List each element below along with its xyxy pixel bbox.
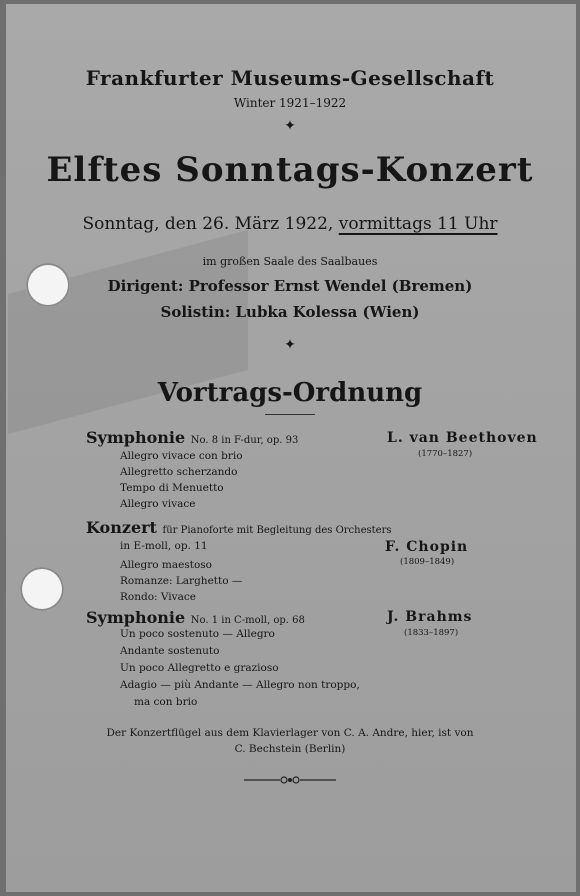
work-2-title — [86, 518, 392, 537]
work-3-composer: J. Brahms — [387, 609, 473, 625]
society-name: Frankfurter Museums-Gesellschaft — [85, 66, 495, 90]
work-3-title — [86, 608, 305, 627]
movement: Un poco Allegretto e grazioso — [120, 662, 279, 674]
program-sheet — [6, 4, 576, 892]
work-3-years: (1833–1897) — [404, 628, 459, 638]
movement: Tempo di Menuetto — [120, 482, 224, 494]
movement: Adagio — più Andante — Allegro non troppo, — [120, 679, 360, 691]
movement: Allegretto scherzando — [120, 466, 238, 478]
concert-date — [0, 214, 580, 234]
concert-title: Elftes Sonntags-Konzert — [46, 150, 534, 190]
heading-rule — [265, 414, 315, 415]
footer-line-2: C. Bechstein (Berlin) — [234, 743, 346, 755]
work-title: Symphonie — [86, 428, 186, 447]
movement: Romanze: Larghetto — — [120, 575, 243, 587]
work-title: Symphonie — [86, 608, 186, 627]
ornament-star-icon: ✦ — [284, 118, 296, 134]
work-2-composer: F. Chopin — [385, 539, 469, 555]
soloist: Solistin: Lubka Kolessa (Wien) — [160, 303, 420, 321]
work-detail: No. 8 in F-dur, op. 93 — [190, 435, 299, 446]
ornament-asterisk-icon: ✦ — [284, 337, 296, 353]
movement: Allegro vivace — [120, 498, 196, 510]
work-2-years: (1809–1849) — [400, 557, 455, 567]
program-heading: Vortrags-Ordnung — [157, 378, 423, 408]
movement: Andante sostenuto — [120, 645, 220, 657]
venue: im großen Saale des Saalbaues — [202, 255, 378, 268]
movement: Allegro vivace con brio — [120, 450, 243, 462]
work-1-years: (1770–1827) — [418, 449, 473, 459]
movement: Un poco sostenuto — Allegro — [120, 628, 275, 640]
movement: Allegro maestoso — [120, 559, 212, 571]
conductor: Dirigent: Professor Ernst Wendel (Bremen) — [107, 277, 473, 295]
work-1-title — [86, 428, 298, 447]
date-prefix: Sonntag, den 26. März 1922, — [82, 214, 334, 234]
work-title: Konzert — [86, 518, 157, 537]
flourish-ornament-icon — [244, 772, 336, 788]
season: Winter 1921–1922 — [233, 96, 347, 110]
footer-line-1: Der Konzertflügel aus dem Klavierlager von C. A. Andre, hier, ist von — [106, 727, 474, 739]
work-detail: No. 1 in C-moll, op. 68 — [190, 615, 305, 626]
movement: ma con brio — [134, 696, 198, 708]
work-2-detail2: in E-moll, op. 11 — [120, 540, 208, 552]
punch-hole-bottom — [20, 567, 64, 611]
work-detail: für Pianoforte mit Begleitung des Orchesters — [162, 525, 392, 536]
movement: Rondo: Vivace — [120, 591, 196, 603]
date-time: vormittags 11 Uhr — [338, 214, 498, 234]
work-1-composer: L. van Beethoven — [387, 430, 538, 446]
